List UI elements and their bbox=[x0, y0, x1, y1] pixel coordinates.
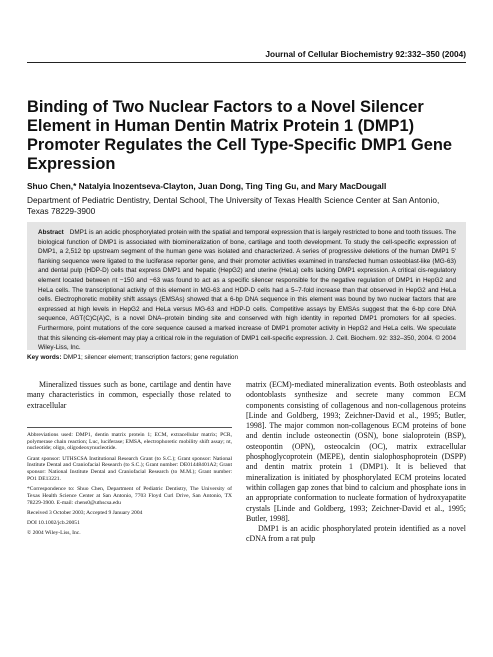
header-rule bbox=[27, 62, 466, 63]
journal-header: Journal of Cellular Biochemistry 92:332–350 (2004) bbox=[265, 49, 466, 59]
keywords-label: Key words: bbox=[27, 354, 62, 361]
footnote-dates: Received 3 October 2003; Accepted 9 January 2004 bbox=[27, 509, 143, 516]
footnote-abbreviations: Abbreviations used: DMP1, dentin matrix protein 1; ECM, extracellular matrix; PCR, polymerase chain reaction; Luc, luciferase; EMSA, electrophoretic mobility shift assay; nt, nucleotide; oligo, oligodeoxynucleotide. bbox=[27, 432, 232, 452]
right-column bbox=[246, 380, 466, 545]
article-title: Binding of Two Nuclear Factors to a Novel Silencer Element in Human Dentin Matrix Protein 1 (DMP1) Promoter Regulates the Cell Type-Specific DMP1 Gene Expression bbox=[27, 98, 453, 173]
footnote-copyright: © 2004 Wiley-Liss, Inc. bbox=[27, 530, 81, 537]
body-paragraph: DMP1 is an acidic phosphorylated protein identified as a novel cDNA from a rat pulp bbox=[246, 524, 466, 544]
body-paragraph: matrix (ECM)-mediated mineralization events. Both osteoblasts and odontoblasts synthesize and secrete many common ECM components consisting of collagenous and non-collagenous proteins [Linde and Goldberg, 1993; Zeichner-David et al., 1995; Butler, 1998]. The major common non-collagenous ECM proteins of bone and dentin include osteonectin (OSN), bone sialoprotein (BSP), osteopontin (OPN), osteocalcin (OC), matrix extracellular phosphoglycoprotein (MEPE), dentin sialophosphoprotein (DSPP) and dentin matrix protein 1 (DMP1). It is believed that mineralization is initiated by phosphorylated ECM proteins located within collagen gap zones that bind to calcium and phosphate ions in an appropriate conformation to nucleate formation of hydroxyapatite crystals [Linde and Goldberg, 1993; Zeichner-David et al., 1995; Butler, 1998]. bbox=[246, 380, 466, 523]
keywords-text: DMP1; silencer element; transcription factors; gene regulation bbox=[63, 354, 238, 361]
affiliation: Department of Pediatric Dentistry, Dental School, The University of Texas Health Science Center at San Antonio, Texas 78229-3900 bbox=[27, 195, 440, 216]
abstract-copyright: © 2004 Wiley-Liss, Inc. bbox=[38, 334, 456, 352]
footnote-correspondence: *Correspondence to: Shuo Chen, Department of Pediatric Dentistry, The University of Texas Health Science Center at San Antonio, 7703 Floyd Curl Drive, San Antonio, TX 78229-3900. E-mail: chens0@uthscsa.edu bbox=[27, 486, 232, 506]
footnote-rule bbox=[27, 427, 232, 428]
intro-paragraph: Mineralized tissues such as bone, cartilage and dentin have many characteristics in common, especially those related to extracellular bbox=[27, 380, 231, 410]
keywords bbox=[27, 354, 238, 361]
abstract bbox=[38, 228, 456, 353]
footnote-doi: DOI 10.1002/jcb.20051 bbox=[27, 520, 80, 527]
abstract-label: Abstract bbox=[38, 229, 64, 236]
left-column bbox=[27, 380, 231, 411]
footnote-grants: Grant sponsor: UTHSCSA Institutional Research Grant (to S.C.); Grant sponsor: National Institute Dental and Craniofacial Research (to S.C.); Grant number: DE01448401A2; Grant sponsor: National Institute Dental and Craniofacial Research (to M.M.); Grant number: PO1 DE13221. bbox=[27, 455, 232, 482]
abstract-body: DMP1 is an acidic phosphorylated protein with the spatial and temporal expression that is largely restricted to bone and tooth tissues. The biological function of DMP1 is associated with biomineralization of bone, cartilage and tooth development. To study the cell-specific expression of DMP1, a 2,512 bp upstream segment of the human gene was isolated and characterized. A series of progressive deletions of the human DMP1 5′ flanking sequence were ligated to the luciferase reporter gene, and their promoter activities examined in transfected human osteoblast-like (MG-63) and dental pulp (HDP-D) cells that express DMP1 and hepatic (HepG2) and uterine (HeLa) cells lacking DMP1 expression. A critical cis-regulatory element located between nt −150 and −63 was found to act as a specific silencer responsible for the negative regulation of DMP1 in HepG2 and HeLa cells. The transcriptional activity of this element in MG-63 and HDP-D cells had a 5–7-fold increase than that observed in HepG2 and HeLa cells. Electrophoretic mobility shift assays (EMSAs) showed that a 6-bp DNA sequence in this element was bound by two nuclear factors that are expressed at high levels in HepG2 and HeLa versus MG-63 and HDP-D cells. Competitive assays by EMSAs suggest that the 6-bp core DNA sequence, AGT(C)C(A)C, is a novel DNA–protein binding site and conserved with high identity in reported DMP1 promoters for all species. Furthermore, point mutations of the core sequence caused a marked increase of DMP1 promoter activity in HepG2 and HeLa cells. We speculate that this silencing cis-element may play a critical role in the regulation of DMP1 cell-specific expression. J. Cell. Biochem. 92: 332–350, 2004. bbox=[38, 229, 456, 342]
author-list: Shuo Chen,* Natalyia Inozentseva-Clayton, Juan Dong, Ting Ting Gu, and Mary MacDougall bbox=[27, 181, 387, 191]
footnotes bbox=[27, 432, 232, 541]
